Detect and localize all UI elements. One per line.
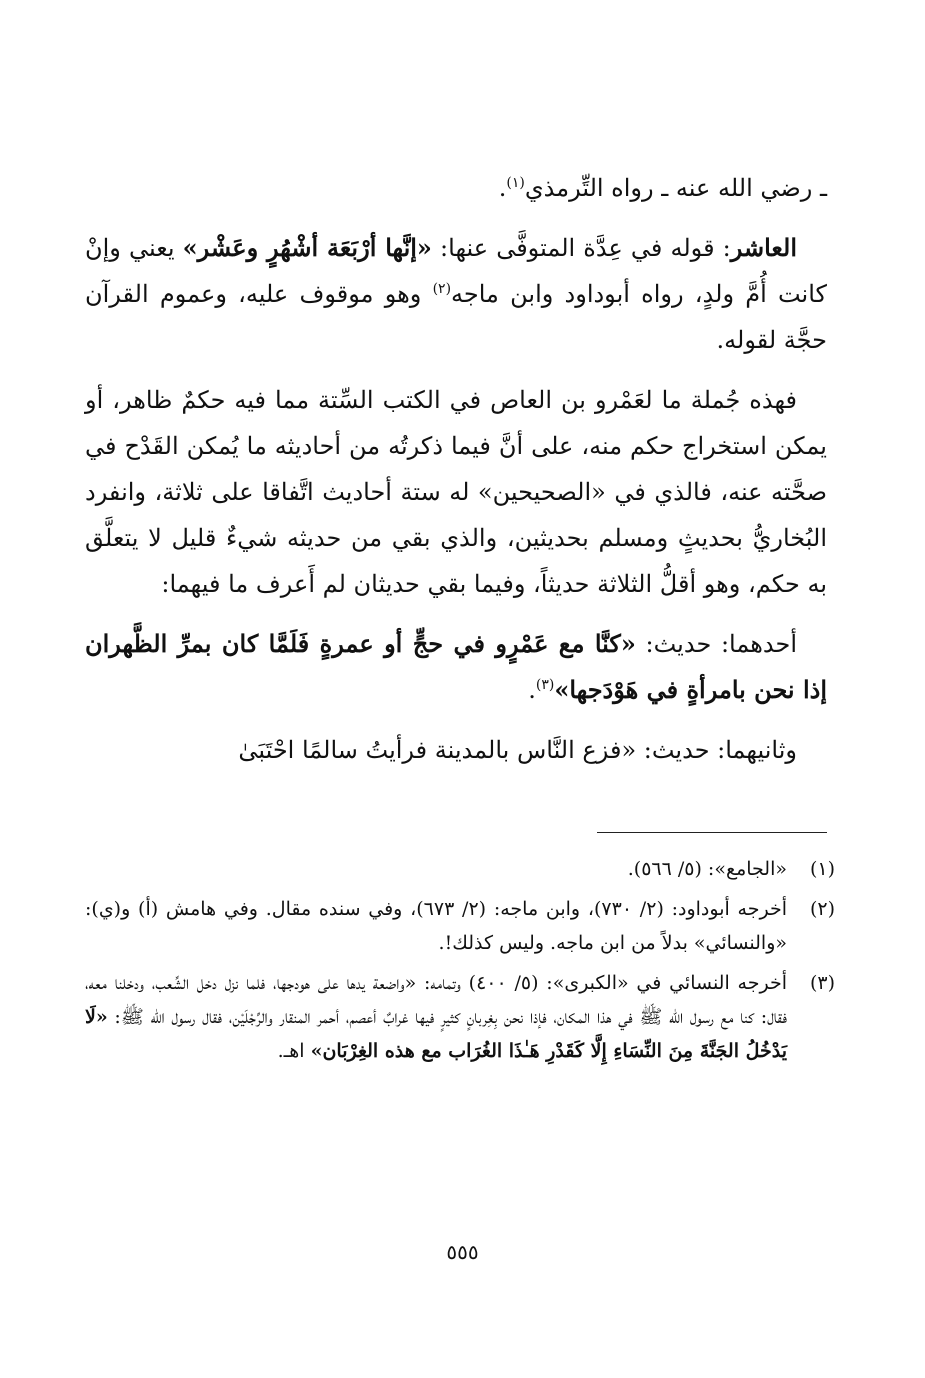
footnote-ref-3[interactable]: (٣) [535,677,555,693]
first-hadith-end: . [528,676,536,704]
tenth-quote: «إنَّها أرْبَعَة أشْهُرٍ وعَشْر» [182,233,432,262]
page-number: ٥٥٥ [446,1240,479,1264]
footnote-text-b: اهـ. [277,1040,311,1062]
paragraph-second-hadith: وثانيهما: حديث: «فزع النَّاس بالمدينة فرأيتُ سالمًا احْتَبَىٰ [238,736,797,764]
tenth-text-a: : قوله في عِدَّة المتوفَّى عنها: [431,234,731,262]
continuation-end: . [498,174,507,202]
paragraph-summary: فهذه جُملة ما لعَمْرو بن العاص في الكتب السِّتة مما فيه حكمٌ ظاهر، أو يمكن استخراج حكم منه، على أنَّ فيما ذكرتُه من أحاديثه ما يُمكن القَدْح في صحَّته عنه، فالذي في «الصحيحين» له ستة أحاديث اتَّفاقا على ثلاثة، وانفرد البُخاريُّ بحديثٍ ومسلم بحديثين، والذي بقي من حديثه شيءٌ قليل لا يتعلَّق به حكم، وهو أقلُّ الثلاثة حديثاً، وفيما بقي حديثان لم أَعرف ما فيهما: [85,386,827,598]
paragraph-continuation [85,165,827,211]
footnote-text: أخرجه أبوداود: (٢/ ٧٣٠)، وابن ماجه: (٢/ ٦٧٣)، وفي سنده مقال. وفي هامش (أ) و(ي): «والنسائي» بدلاً من ابن ماجه. وليس كذلك!. [85,898,787,954]
footnote-number: (١) [809,858,835,880]
footnote-number: (٢) [809,898,835,920]
footnote-number: (٣) [809,972,835,994]
tenth-text-b: يعني وإنْ كانت أُمَّ ولدٍ، رواه أبوداود وابن ماجه [85,234,827,308]
footnote-quote: «لَا يَدْخُلُ الجَنَّةَ مِنَ النِّسَاءِ إِلَّا كَقَدْرِ هَـٰذَا الغُرَاب مع هذه الغِرْبَان» [85,1006,787,1062]
footnote-1 [85,852,835,886]
footnote-3 [85,966,835,1068]
main-text [85,165,827,787]
tenth-label: العاشر [730,233,797,262]
first-hadith-quote: «كنَّا مع عَمْرٍو في حجٍّ أو عمرةٍ فَلَمَّا كان بمرِّ الظَّهران إذا نحن بامرأةٍ في هَوْدَجها» [85,629,827,704]
first-hadith-intro: أحدهما: حديث: [635,630,798,658]
paragraph-tenth [85,225,827,363]
footnote-ref-2[interactable]: (٢) [432,281,452,297]
footnote-text: «الجامع»: (٥/ ٥٦٦). [627,858,787,880]
paragraph-first-hadith [85,621,827,713]
footnote-2 [85,892,835,960]
tenth-text-c: وهو موقوف عليه، وعموم القرآن حجَّة لقوله. [85,280,827,354]
footnote-divider [597,832,827,833]
footnote-ref-1[interactable]: (١) [506,175,525,191]
footnote-text-a: أخرجه النسائي في «الكبرى»: (٥/ ٤٠٠) وتمامه: «واضعة يدها على هودجها، فلما نزل دخل الشِّعب، ودخلنا معه، فقال: كنا مع رسول الله ﷺ في هذا المكان، فإذا نحن بِغِربانٍ كثيرٍ فيها غرابٌ أعصم، أحمر المنقار والرِّجْلَيْن، فقال رسول الله ﷺ: [85,972,787,1028]
continuation-text: ـ رضي الله عنه ـ رواه التِّرمذي [524,174,827,202]
footnotes [85,852,835,1074]
footnote-text [85,966,787,1068]
